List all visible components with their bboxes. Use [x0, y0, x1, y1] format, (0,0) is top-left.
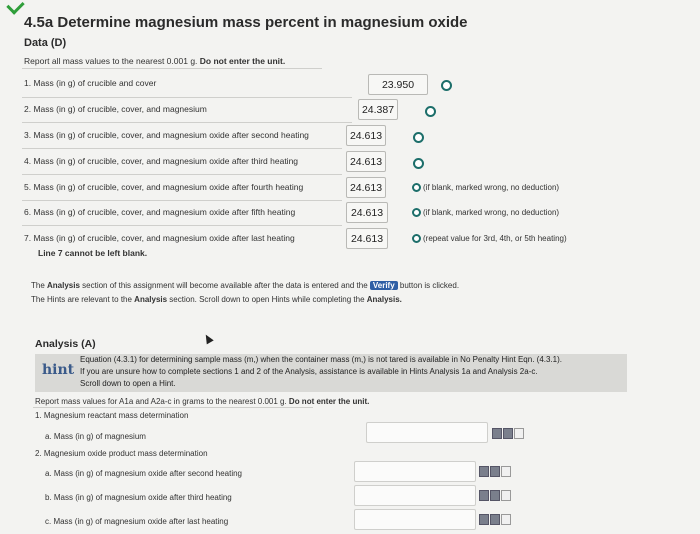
divider	[22, 174, 342, 175]
info-line-2: The Hints are relevant to the Analysis section. Scroll down to open Hints while completing the Analysis.	[31, 295, 402, 304]
correct-icon	[425, 106, 436, 117]
check-icon	[0, 0, 22, 10]
calculator-icon[interactable]	[479, 466, 489, 477]
correct-icon	[413, 132, 424, 143]
analysis-section-1: 1. Magnesium reactant mass determination	[35, 411, 189, 420]
analysis-tools-1a	[492, 428, 524, 439]
data-row-label-3: 3. Mass (in g) of crucible, cover, and magnesium oxide after second heating	[24, 130, 309, 140]
mouse-cursor-icon	[202, 333, 213, 345]
calculator-icon[interactable]	[479, 514, 489, 525]
hint-line-2[interactable]: If you are unsure how to complete sections 1 and 2 of the Analysis, assistance is available in Hints Analysis 1a and Analysis 2a-c.	[80, 367, 538, 376]
table-icon[interactable]	[490, 490, 500, 501]
data-input-2[interactable]: 24.387	[358, 99, 398, 120]
data-input-6[interactable]: 24.613	[346, 202, 388, 223]
analysis-tools-2c	[479, 514, 511, 525]
row-note-7: (repeat value for 3rd, 4th, or 5th heating)	[412, 234, 567, 243]
data-row-label-2: 2. Mass (in g) of crucible, cover, and magnesium	[24, 104, 207, 114]
document-icon[interactable]	[501, 490, 511, 501]
hint-line-1[interactable]: Equation (4.3.1) for determining sample mass (m,) when the container mass (m,) is not tared is available in No Penalty Hint Eqn. (4.3.1).	[80, 355, 562, 364]
data-row-label-1: 1. Mass (in g) of crucible and cover	[24, 78, 157, 88]
analysis-item-1a-label: a. Mass (in g) of magnesium	[45, 432, 146, 441]
divider	[33, 407, 313, 408]
divider	[22, 200, 342, 201]
calculator-icon[interactable]	[479, 490, 489, 501]
page-title: 4.5a Determine magnesium mass percent in magnesium oxide	[24, 14, 468, 31]
document-icon[interactable]	[501, 466, 511, 477]
divider	[22, 97, 352, 98]
analysis-heading: Analysis (A)	[35, 338, 96, 350]
data-row-label-4: 4. Mass (in g) of crucible, cover, and magnesium oxide after third heating	[24, 156, 299, 166]
data-instruction: Report all mass values to the nearest 0.001 g. Do not enter the unit.	[24, 56, 286, 66]
line7-note: Line 7 cannot be left blank.	[38, 248, 148, 258]
info-line-1: The Analysis section of this assignment will become available after the data is entered and the Verify button is clicked.	[31, 281, 460, 290]
data-row-label-5: 5. Mass (in g) of crucible, cover, and magnesium oxide after fourth heating	[24, 182, 304, 192]
data-input-7[interactable]: 24.613	[346, 228, 388, 249]
analysis-section-2: 2. Magnesium oxide product mass determination	[35, 449, 208, 458]
verify-button[interactable]: Verify	[370, 281, 398, 290]
data-input-4[interactable]: 24.613	[346, 151, 386, 172]
document-icon[interactable]	[514, 428, 524, 439]
data-input-1[interactable]: 23.950	[368, 74, 428, 95]
table-icon[interactable]	[503, 428, 513, 439]
correct-icon	[412, 183, 421, 192]
analysis-item-2a-label: a. Mass (in g) of magnesium oxide after second heating	[45, 469, 242, 478]
row-note-6: (if blank, marked wrong, no deduction)	[412, 208, 559, 217]
hint-line-3: Scroll down to open a Hint.	[80, 379, 176, 388]
divider	[22, 225, 342, 226]
correct-icon	[441, 80, 452, 91]
analysis-input-2c[interactable]	[354, 509, 476, 530]
data-input-5[interactable]: 24.613	[346, 177, 386, 198]
data-input-3[interactable]: 24.613	[346, 125, 386, 146]
correct-icon	[412, 234, 421, 243]
correct-icon	[412, 208, 421, 217]
hint-label: hint	[42, 362, 75, 378]
divider	[22, 122, 352, 123]
data-row-label-6: 6. Mass (in g) of crucible, cover, and magnesium oxide after fifth heating	[24, 207, 296, 217]
analysis-item-2b-label: b. Mass (in g) of magnesium oxide after third heating	[45, 493, 232, 502]
calculator-icon[interactable]	[492, 428, 502, 439]
analysis-item-2c-label: c. Mass (in g) of magnesium oxide after last heating	[45, 517, 229, 526]
correct-icon	[413, 158, 424, 169]
analysis-input-2a[interactable]	[354, 461, 476, 482]
table-icon[interactable]	[490, 514, 500, 525]
data-section-heading: Data (D)	[24, 37, 67, 49]
divider	[22, 68, 322, 69]
document-icon[interactable]	[501, 514, 511, 525]
analysis-input-1a[interactable]	[366, 422, 488, 443]
analysis-instruction: Report mass values for A1a and A2a-c in grams to the nearest 0.001 g. Do not enter the unit.	[35, 397, 370, 406]
row-note-5: (if blank, marked wrong, no deduction)	[412, 183, 559, 192]
divider	[22, 148, 342, 149]
analysis-tools-2a	[479, 466, 511, 477]
data-row-label-7: 7. Mass (in g) of crucible, cover, and magnesium oxide after last heating	[24, 233, 295, 243]
table-icon[interactable]	[490, 466, 500, 477]
analysis-input-2b[interactable]	[354, 485, 476, 506]
analysis-tools-2b	[479, 490, 511, 501]
